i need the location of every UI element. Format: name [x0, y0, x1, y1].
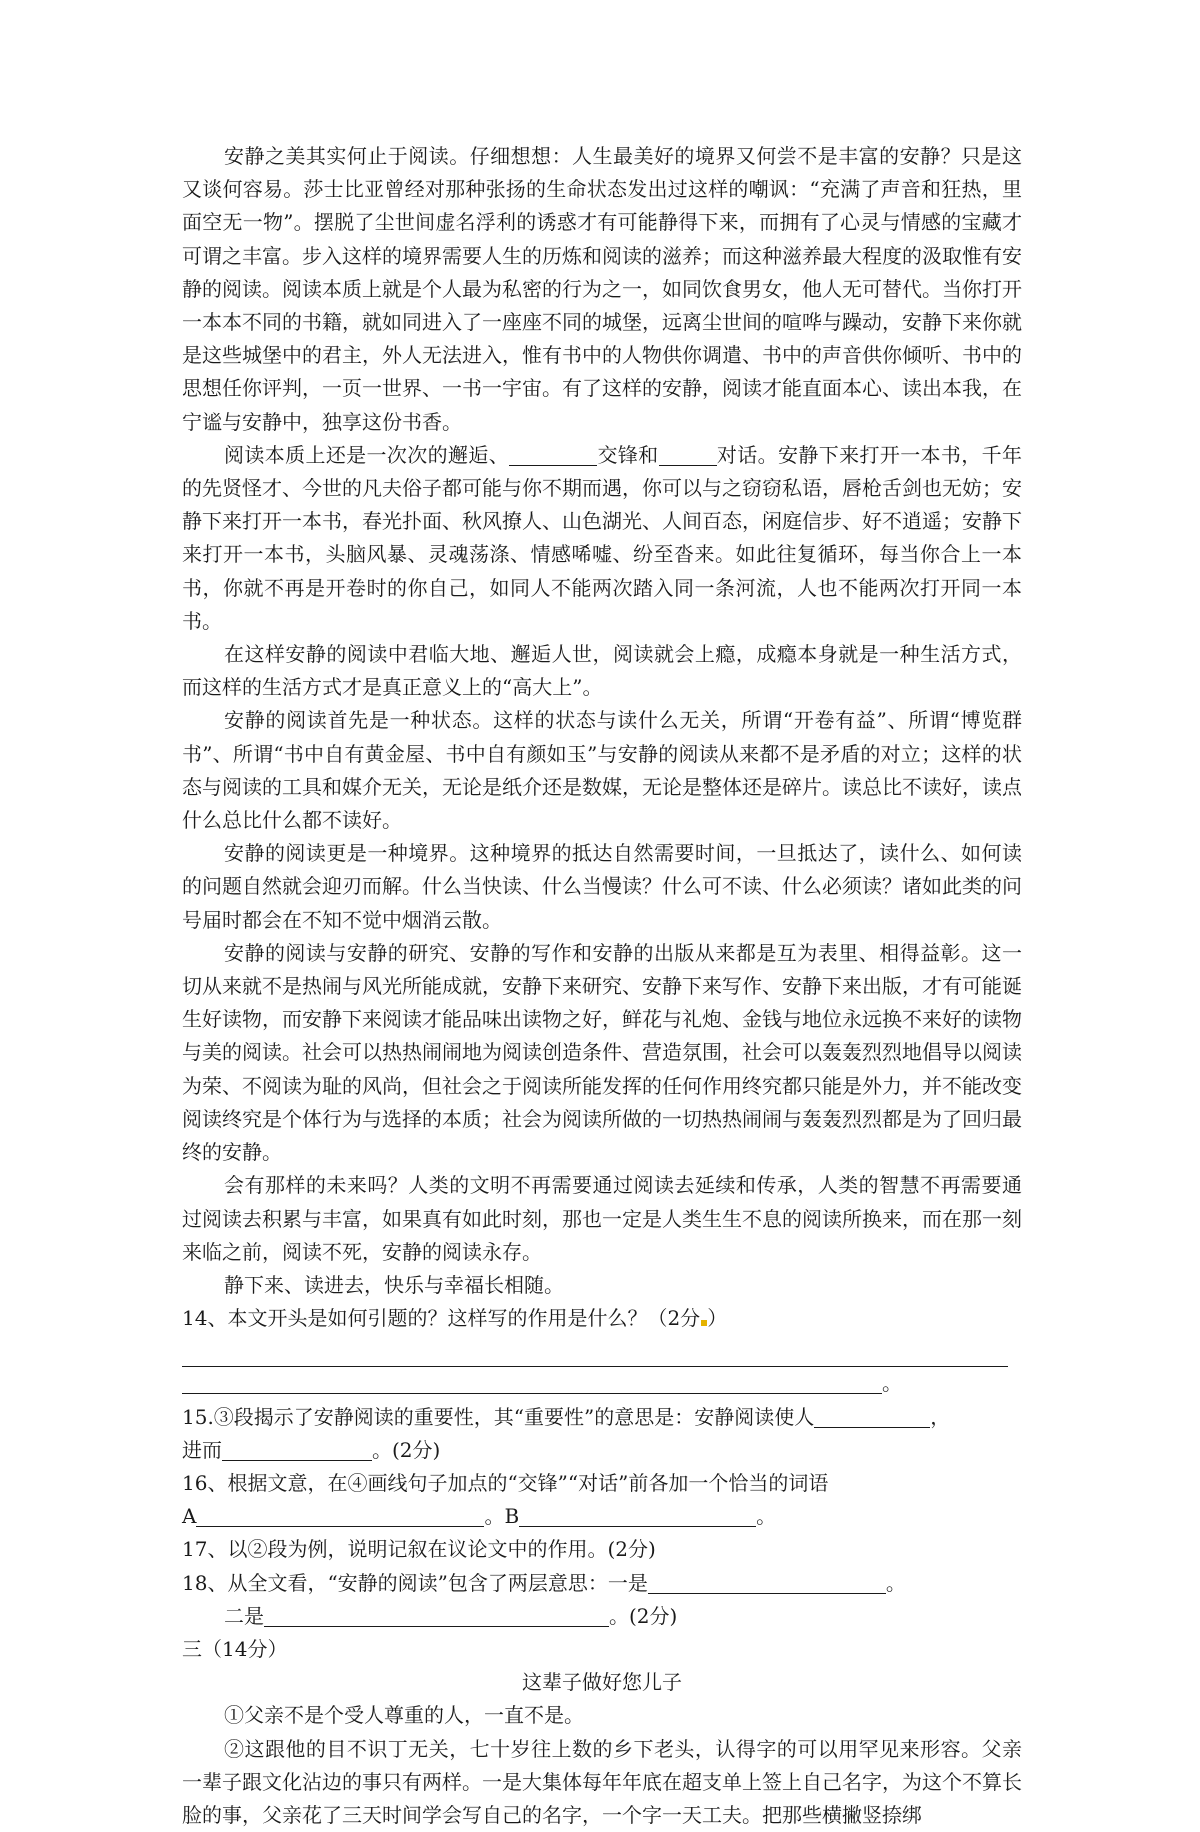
question-16-end: 。	[756, 1504, 777, 1529]
paragraph-2	[182, 439, 1022, 638]
question-15	[182, 1401, 1022, 1434]
paragraph-2-text-a: 阅读本质上还是一次次的邂逅、	[224, 442, 510, 467]
question-15-points: 。(2分)	[372, 1437, 441, 1462]
question-15-line-2	[182, 1434, 1022, 1467]
paragraph-8: 静下来、读进去，快乐与幸福长相随。	[224, 1272, 564, 1297]
question-14-text: 14、本文开头是如何引题的？这样写的作用是什么？（2分	[182, 1306, 701, 1331]
question-16-label-a: A	[182, 1504, 197, 1529]
document-page	[182, 0, 1022, 1832]
question-15-text: 15.③段揭示了安静阅读的重要性，其“重要性”的意思是：安静阅读使人	[182, 1404, 815, 1429]
question-18-points: 。(2分)	[609, 1603, 678, 1628]
paragraph-3: 在这样安静的阅读中君临大地、邂逅人世，阅读就会上瘾，成瘾本身就是一种生活方式，而这样的生活方式才是真正意义上的“高大上”。	[182, 642, 1022, 700]
section-heading: 三（14分）	[182, 1636, 288, 1661]
paragraph-2-text-c: 对话。安静下来打开一本书，千年的先贤怪才、今世的凡夫俗子都可能与你不期而遇，你可以与之窃窃私语，唇枪舌剑也无妨；安静下来打开一本书，春光扑面、秋风撩人、山色湖光、人间百态，闲庭信步、好不逍遥；安静下来打开一本书，头脑风暴、灵魂荡涤、情感唏嘘、纷至沓来。如此往复循环，每当你合上一本书，你就不再是开卷时的你自己，如同人不能两次踏入同一条河流，人也不能两次打开同一本书。	[182, 442, 1023, 633]
question-16-answers	[182, 1500, 1022, 1533]
question-18-period: 。	[885, 1570, 906, 1595]
question-16: 16、根据文意，在④画线句子加点的“交锋”“对话”前各加一个恰当的词语	[182, 1470, 829, 1495]
answer-blank-16-a[interactable]	[196, 1504, 484, 1527]
article-title: 这辈子做好您儿子	[522, 1670, 682, 1695]
fill-blank-2[interactable]	[659, 443, 717, 466]
question-15-comma: ，	[930, 1404, 951, 1429]
question-14-tail: 。	[882, 1371, 902, 1396]
paragraph-2-text-b: 交锋和	[597, 442, 659, 467]
paragraph-7: 会有那样的未来吗？人类的文明不再需要通过阅读去延续和传承，人类的智慧不再需要通过阅读去积累与丰富，如果真有如此时刻，那也一定是人类生生不息的阅读所换来，而在那一刻来临之前，阅读不死，安静的阅读永存。	[182, 1173, 1022, 1264]
paragraph-4: 安静的阅读首先是一种状态。这样的状态与读什么无关，所谓“开卷有益”、所谓“博览群书”、所谓“书中自有黄金屋、书中自有颜如玉”与安静的阅读从来都不是矛盾的对立；这样的状态与阅读的工具和媒介无关，无论是纸介还是数媒，无论是整体还是碎片。读总比不读好，读点什么总比什么都不读好。	[182, 708, 1022, 833]
answer-blank-16-b[interactable]	[519, 1504, 756, 1527]
question-15-text-2: 进而	[182, 1437, 222, 1462]
paragraph-1: 安静之美其实何止于阅读。仔细想想：人生最美好的境界又何尝不是丰富的安静？只是这又谈何容易。莎士比亚曾经对那种张扬的生命状态发出过这样的嘲讽：“充满了声音和狂热，里面空无一物”。摆脱了尘世间虚名浮利的诱惑才有可能静得下来，而拥有了心灵与情感的宝藏才可谓之丰富。步入这样的境界需要人生的历炼和阅读的滋养；而这种滋养最大程度的汲取惟有安静的阅读。阅读本质上就是个人最为私密的行为之一，如同饮食男女，他人无可替代。当你打开一本本不同的书籍，就如同进入了一座座不同的城堡，远离尘世间的喧哗与躁动，安静下来你就是这些城堡中的君主，外人无法进入，惟有书中的人物供你调遣、书中的声音供你倾听、书中的思想任你评判，一页一世界、一书一宇宙。有了这样的安静，阅读才能直面本心、读出本我，在宁谧与安静中，独享这份书香。	[182, 144, 1022, 434]
question-18-text: 18、从全文看，“安静的阅读”包含了两层意思：一是	[182, 1570, 648, 1595]
answer-blank-15-1[interactable]	[814, 1405, 930, 1428]
answer-line-14-1[interactable]	[182, 1335, 1008, 1367]
question-18	[182, 1567, 1022, 1600]
question-14	[182, 1302, 1022, 1335]
fill-blank-1[interactable]	[509, 443, 597, 466]
question-16-label-b: 。B	[484, 1504, 520, 1529]
question-14-end: ）	[707, 1306, 728, 1331]
question-17: 17、以②段为例，说明记叙在议论文中的作用。(2分)	[182, 1537, 656, 1562]
question-18-line-2	[182, 1600, 1022, 1633]
answer-blank-18-2[interactable]	[264, 1604, 609, 1627]
answer-line-14-2-row	[182, 1367, 1022, 1400]
article-paragraph-1: ①父亲不是个受人尊重的人，一直不是。	[224, 1703, 584, 1728]
paragraph-6: 安静的阅读与安静的研究、安静的写作和安静的出版从来都是互为表里、相得益彰。这一切从来就不是热闹与风光所能成就，安静下来研究、安静下来写作、安静下来出版，才有可能诞生好读物，而安静下来阅读才能品味出读物之好，鲜花与礼炮、金钱与地位永远换不来好的读物与美的阅读。社会可以热热闹闹地为阅读创造条件、营造氛围，社会可以轰轰烈烈地倡导以阅读为荣、不阅读为耻的风尚，但社会之于阅读所能发挥的任何作用终究都只能是外力，并不能改变阅读终究是个体行为与选择的本质；社会为阅读所做的一切热热闹闹与轰轰烈烈都是为了回归最终的安静。	[182, 940, 1022, 1165]
answer-blank-15-2[interactable]	[222, 1438, 372, 1461]
article-paragraph-2: ②这跟他的目不识丁无关，七十岁往上数的乡下老头，认得字的可以用罕见来形容。父亲一辈子跟文化沾边的事只有两样。一是大集体每年年底在超支单上签上自己名字，为这个不算长脸的事，父亲花了三天时间学会写自己的名字，一个字一天工夫。把那些横撇竖捺绑	[182, 1736, 1022, 1827]
answer-blank-18-1[interactable]	[648, 1571, 886, 1594]
question-18-text-2: 二是	[224, 1603, 264, 1628]
answer-line-14-2[interactable]	[182, 1371, 882, 1394]
paragraph-5: 安静的阅读更是一种境界。这种境界的抵达自然需要时间，一旦抵达了，读什么、如何读的问题自然就会迎刃而解。什么当快读、什么当慢读？什么可不读、什么必须读？诸如此类的问号届时都会在不知不觉中烟消云散。	[182, 841, 1022, 932]
